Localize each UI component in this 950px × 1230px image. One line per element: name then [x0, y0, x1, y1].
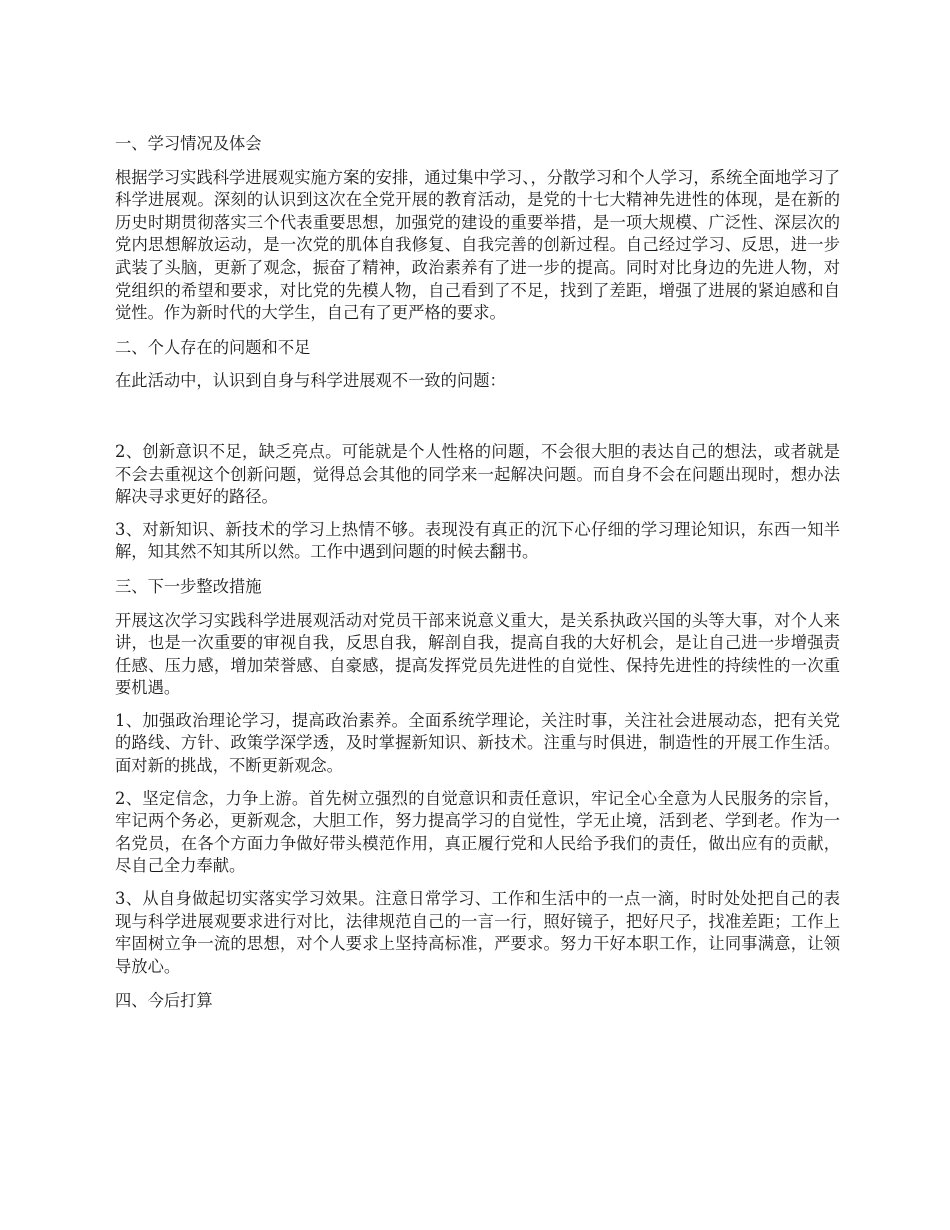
paragraph-study-summary: 根据学习实践科学进展观实施方案的安排，通过集中学习、，分散学习和个人学习，系统全面地学习了科学进展观。深刻的认识到这次在全党开展的教育活动，是党的十七大精神先进性的体现，是在新的历史时期贯彻落实三个代表重要思想，加强党的建设的重要举措，是一项大规模、广泛性、深层次的党内思想解放运动，是一次党的肌体自我修复、自我完善的创新过程。自己经过学习、反思，进一步武装了头脑，更新了观念，振奋了精神，政治素养有了进一步的提高。同时对比身边的先进人物，对党组织的希望和要求，对比党的先模人物，自己看到了不足，找到了差距，增强了进展的紧迫感和自觉性。作为新时代的大学生，自己有了更严格的要求。 — [115, 167, 840, 323]
paragraph-problem-2: 2、创新意识不足，缺乏亮点。可能就是个人性格的问题，不会很大胆的表达自己的想法，或者就是不会去重视这个创新问题，觉得总会其他的同学来一起解决问题。而自身不会在问题出现时，想办法解决寻求更好的路径。 — [115, 441, 840, 507]
section-heading-measures: 三、下一步整改措施 — [115, 576, 262, 596]
paragraph-measure-3: 3、从自身做起切实落实学习效果。注意日常学习、工作和生活中的一点一滴，时时处处把自己的表现与科学进展观要求进行对比，法律规范自己的一言一行，照好镜子，把好尺子，找准差距；工作上牢固树立争一流的思想，对个人要求上坚持高标准，严要求。努力干好本职工作，让同事满意，让领导放心。 — [115, 889, 840, 976]
paragraph-measure-2: 2、坚定信念，力争上游。首先树立强烈的自觉意识和责任意识，牢记全心全意为人民服务的宗旨，牢记两个务必，更新观念，大胆工作，努力提高学习的自觉性，学无止境，活到老、学到老。作为一名党员，在各个方面力争做好带头模范作用，真正履行党和人民给予我们的责任，做出应有的贡献，尽自己全力奉献。 — [115, 788, 840, 876]
section-heading-study: 一、学习情况及体会 — [115, 134, 262, 153]
document-page — [115, 133, 840, 1013]
section-heading-problems: 二、个人存在的问题和不足 — [115, 337, 311, 357]
section-heading-future: 四、今后打算 — [115, 991, 213, 1011]
paragraph-problems-intro: 在此活动中，认识到自身与科学进展观不一致的问题： — [115, 371, 506, 391]
paragraph-measures-intro: 开展这次学习实践科学进展观活动对党员干部来说意义重大，是关系执政兴国的头等大事，对个人来讲，也是一次重要的审视自我，反思自我，解剖自我，提高自我的大好机会，是让自己进一步增强责任感、压力感，增加荣誉感、自豪感，提高发挥党员先进性的自觉性、保持先进性的持续性的一次重要机遇。 — [115, 610, 840, 698]
paragraph-problem-3: 3、对新知识、新技术的学习上热情不够。表现没有真正的沉下心仔细的学习理论知识，东西一知半解，知其然不知其所以然。工作中遇到问题的时候去翻书。 — [115, 519, 840, 562]
paragraph-measure-1: 1、加强政治理论学习，提高政治素养。全面系统学理论，关注时事，关注社会进展动态，把有关党的路线、方针、政策学深学透，及时掌握新知识、新技术。注重与时俱进，制造性的开展工作生活。面对新的挑战，不断更新观念。 — [115, 710, 840, 776]
